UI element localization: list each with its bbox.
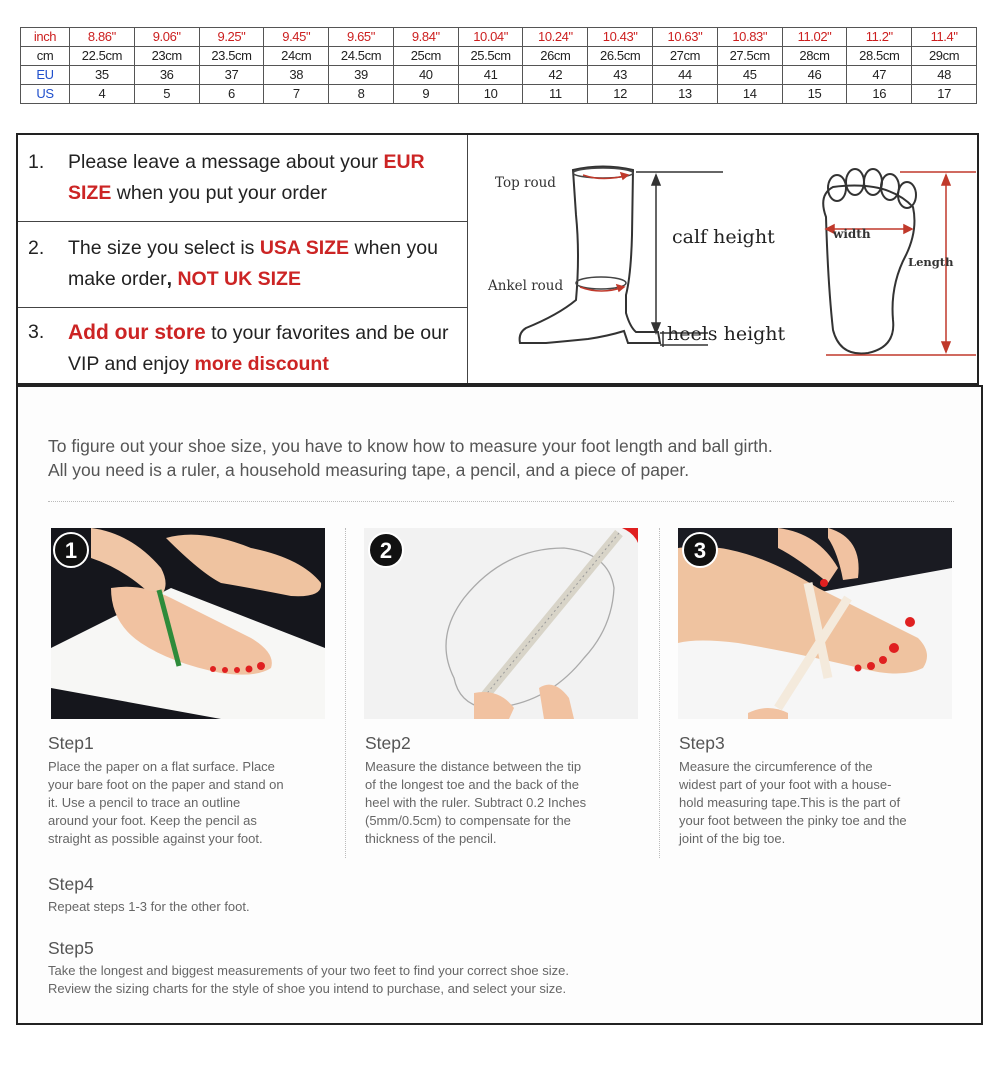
size-cell: 22.5cm [70, 47, 135, 66]
size-cell: 13 [653, 85, 718, 104]
size-cell: 9.45" [264, 28, 329, 47]
size-cell: 9 [393, 85, 458, 104]
step2-description [365, 758, 586, 848]
calf-height-label: calf height [672, 226, 775, 248]
order-notes-panel [16, 133, 979, 385]
size-cell: 14 [717, 85, 782, 104]
column-divider [345, 528, 346, 858]
size-cell: 27cm [653, 47, 718, 66]
size-cell: 16 [847, 85, 912, 104]
step-line: your foot between the pinky toe and the [679, 813, 907, 828]
size-cell: 11.2" [847, 28, 912, 47]
size-row-label: inch [21, 28, 70, 47]
size-cell: 11 [523, 85, 588, 104]
step5-line: Take the longest and biggest measurements of your two feet to find your correct shoe size. [48, 963, 570, 978]
size-cell: 28cm [782, 47, 847, 66]
note-number: 1. [28, 151, 45, 173]
size-cell: 6 [199, 85, 264, 104]
boot-height-lines [636, 172, 723, 347]
size-row-eu [21, 66, 977, 85]
note-divider [18, 307, 467, 308]
step-line: of the longest toe and the back of the [365, 777, 579, 792]
heels-height-label: heels height [667, 323, 786, 345]
size-cell: 7 [264, 85, 329, 104]
size-cell: 48 [912, 66, 977, 85]
order-notes-list [18, 135, 468, 383]
step4-title: Step4 [48, 874, 94, 894]
size-cell: 35 [70, 66, 135, 85]
guide-intro-line: All you need is a ruler, a household measuring tape, a pencil, and a piece of paper. [48, 460, 690, 480]
step4-description: Repeat steps 1-3 for the other foot. [48, 899, 250, 914]
step1-title: Step1 [48, 733, 94, 753]
section-divider [48, 501, 954, 502]
guide-intro-line: To figure out your shoe size, you have to know how to measure your foot length and ball girth. [48, 436, 773, 456]
size-cell: 36 [134, 66, 199, 85]
note-highlight: USA SIZE [259, 237, 350, 259]
size-cell: 24.5cm [329, 47, 394, 66]
size-cell: 39 [329, 66, 394, 85]
note-add-store [18, 317, 467, 380]
step-line: hold measuring tape.This is the part of [679, 795, 901, 810]
measurement-diagram [468, 135, 979, 383]
size-cell: 9.84" [393, 28, 458, 47]
step5-description [48, 962, 569, 998]
size-cell: 12 [588, 85, 653, 104]
note-eur-size [18, 147, 467, 209]
step-line: widest part of your foot with a house- [679, 777, 892, 792]
step-line: Place the paper on a flat surface. Place [48, 759, 275, 774]
step5-line: Review the sizing charts for the style of shoe you intend to purchase, and select your size. [48, 981, 567, 996]
size-cell: 17 [912, 85, 977, 104]
column-divider [659, 528, 660, 858]
boot-measure-arrows [580, 173, 628, 291]
step-line: joint of the big toe. [679, 831, 786, 846]
size-cell: 40 [393, 66, 458, 85]
size-cell: 47 [847, 66, 912, 85]
step-line: it. Use a pencil to trace an outline [48, 795, 241, 810]
note-text: when you make order [68, 237, 438, 290]
size-row-cm [21, 47, 977, 66]
note-text: when you put your order [111, 182, 328, 204]
step-line: Measure the distance between the tip [365, 759, 582, 774]
step1-description [48, 758, 284, 848]
size-cell: 9.65" [329, 28, 394, 47]
step-line: your bare foot on the paper and stand on [48, 777, 284, 792]
size-cell: 5 [134, 85, 199, 104]
step-badge: 3 [693, 538, 707, 563]
size-cell: 43 [588, 66, 653, 85]
step-badge: 2 [379, 538, 393, 563]
step1-photo [51, 528, 325, 719]
size-cell: 10.04" [458, 28, 523, 47]
size-cell: 10 [458, 85, 523, 104]
note-usa-size [18, 233, 467, 295]
guide-intro [48, 434, 948, 482]
size-cell: 44 [653, 66, 718, 85]
note-divider [18, 221, 467, 222]
note-highlight: NOT UK SIZE [177, 268, 301, 290]
size-cell: 15 [782, 85, 847, 104]
size-cell: 46 [782, 66, 847, 85]
note-highlight: more discount [194, 353, 329, 375]
size-cell: 27.5cm [717, 47, 782, 66]
note-text: Please leave a message about your [68, 151, 384, 173]
size-chart-table [20, 27, 977, 104]
note-number: 2. [28, 237, 45, 259]
size-cell: 9.06" [134, 28, 199, 47]
step-line: straight as possible against your foot. [48, 831, 263, 846]
size-row-inch [21, 28, 977, 47]
size-cell: 11.4" [912, 28, 977, 47]
step-line: (5mm/0.5cm) to compensate for the [365, 813, 571, 828]
note-highlight: , [166, 268, 178, 290]
note-text: to your favorites and be our VIP and enjoy [68, 322, 449, 375]
step3-description [679, 758, 907, 848]
width-label: width [833, 227, 871, 241]
step-badge: 1 [64, 538, 78, 563]
note-number: 3. [28, 321, 45, 343]
size-cell: 10.24" [523, 28, 588, 47]
size-cell: 45 [717, 66, 782, 85]
step-line: around your foot. Keep the pencil as [48, 813, 257, 828]
note-highlight: Add our store [68, 321, 206, 344]
length-label: Length [908, 255, 954, 269]
size-cell: 10.43" [588, 28, 653, 47]
size-cell: 41 [458, 66, 523, 85]
top-round-label: Top roud [495, 175, 556, 191]
measurement-guide-panel [16, 385, 983, 1025]
size-cell: 23cm [134, 47, 199, 66]
size-row-us [21, 85, 977, 104]
step3-photo [678, 528, 952, 719]
size-row-label: US [21, 85, 70, 104]
size-row-label: cm [21, 47, 70, 66]
size-cell: 24cm [264, 47, 329, 66]
size-cell: 11.02" [782, 28, 847, 47]
ankle-round-label: Ankel roud [488, 278, 564, 294]
step-line: thickness of the pencil. [365, 831, 497, 846]
step-line: heel with the ruler. Subtract 0.2 Inches [365, 795, 587, 810]
size-cell: 25.5cm [458, 47, 523, 66]
size-cell: 10.63" [653, 28, 718, 47]
size-cell: 26.5cm [588, 47, 653, 66]
step3-title: Step3 [679, 733, 725, 753]
footprint-outline-icon [823, 169, 916, 354]
size-cell: 26cm [523, 47, 588, 66]
size-cell: 29cm [912, 47, 977, 66]
note-text: The size you select is [68, 237, 260, 259]
size-row-label: EU [21, 66, 70, 85]
size-cell: 8 [329, 85, 394, 104]
size-cell: 23.5cm [199, 47, 264, 66]
size-cell: 38 [264, 66, 329, 85]
boot-outline-icon [520, 167, 660, 344]
size-cell: 37 [199, 66, 264, 85]
note-highlight: EUR SIZE [68, 151, 425, 204]
size-cell: 8.86" [70, 28, 135, 47]
size-cell: 25cm [393, 47, 458, 66]
size-cell: 9.25" [199, 28, 264, 47]
size-cell: 4 [70, 85, 135, 104]
step2-photo [364, 528, 638, 719]
size-cell: 10.83" [717, 28, 782, 47]
step-line: Measure the circumference of the [679, 759, 873, 774]
size-cell: 28.5cm [847, 47, 912, 66]
step2-title: Step2 [365, 733, 411, 753]
step5-title: Step5 [48, 938, 94, 958]
size-cell: 42 [523, 66, 588, 85]
